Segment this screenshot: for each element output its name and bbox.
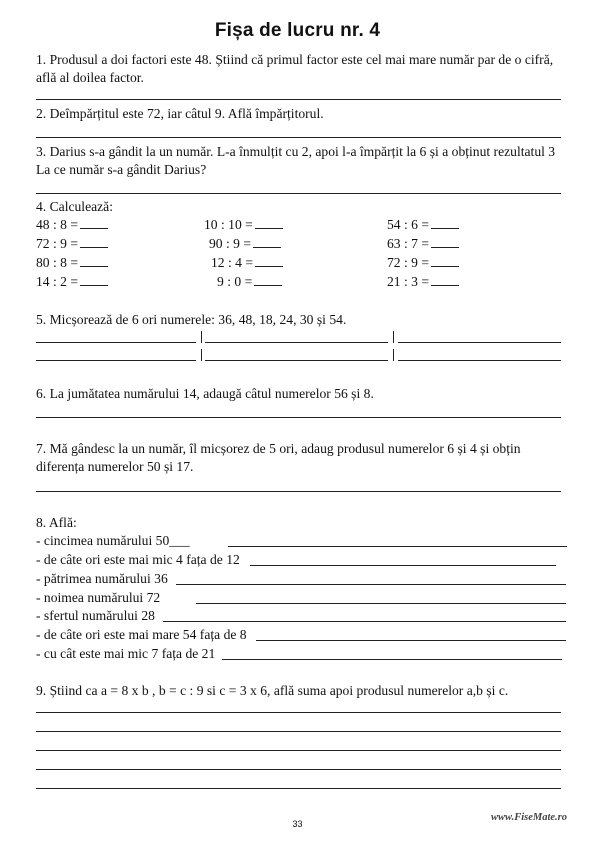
ex1-line2: află al doilea factor. (36, 70, 144, 85)
ex5-separator (393, 331, 394, 343)
ex8-item: - pătrimea numărului 36 (36, 571, 168, 586)
ex1-answer-line (36, 99, 561, 100)
ex8-item: - de câte ori este mai mic 4 fața de 12 (36, 552, 240, 567)
calc-item: 12 : 4 = (211, 254, 283, 272)
ex8-item: - de câte ori este mai mare 54 fața de 8 (36, 627, 247, 642)
ex7-line1: 7. Mă gândesc la un număr, îl micșorez de 5 ori, adaug produsul numerelor 6 și 4 și obțin (36, 441, 521, 456)
ex5-answer-line (205, 342, 388, 343)
page-number: 33 (292, 819, 303, 829)
ex8-item: - sfertul numărului 28 (36, 608, 155, 623)
ex5-answer-line (398, 342, 561, 343)
ex9-answer-line (36, 731, 561, 732)
ex7-line2: diferența numerelor 50 și 17. (36, 459, 194, 474)
ex5-separator (393, 349, 394, 361)
calc-item: 72 : 9 = (36, 235, 108, 253)
ex3-answer-line (36, 193, 561, 194)
ex9-answer-line (36, 769, 561, 770)
ex5-answer-line (36, 360, 196, 361)
ex8-answer-line (256, 640, 566, 641)
ex3-line1: 3. Darius s-a gândit la un număr. L-a înmulțit cu 2, apoi l-a împărțit la 6 și a obținut rezultatul 3 (36, 144, 556, 159)
calc-item: 10 : 10 = (204, 216, 283, 234)
ex5-text: 5. Micșorează de 6 ori numerele: 36, 48, 18, 24, 30 și 54. (36, 312, 347, 327)
ex8-answer-line (163, 621, 566, 622)
calc-item: 80 : 8 = (36, 254, 108, 272)
calc-item: 9 : 0 = (217, 273, 282, 291)
ex9-answer-line (36, 750, 561, 751)
ex5-separator (201, 349, 202, 361)
calc-item: 48 : 8 = (36, 216, 108, 234)
ex6-text: 6. La jumătatea numărului 14, adaugă câtul numerelor 56 și 8. (36, 386, 374, 401)
ex7-answer-line (36, 491, 561, 492)
ex8-answer-line (228, 546, 567, 547)
ex5-answer-line (205, 360, 388, 361)
ex8-item: - noimea numărului 72 (36, 590, 161, 605)
ex2-answer-line (36, 137, 561, 138)
site-watermark: www.FiseMate.ro (490, 812, 567, 823)
ex8-item: - cincimea numărului 50___ (36, 533, 190, 548)
ex6-answer-line (36, 417, 561, 418)
ex8-answer-line (196, 603, 566, 604)
ex5-answer-line (398, 360, 561, 361)
ex8-answer-line (176, 584, 566, 585)
calc-item: 21 : 3 = (387, 273, 459, 291)
ex8-answer-line (250, 565, 556, 566)
ex8-heading: 8. Află: (36, 515, 77, 530)
ex9-answer-line (36, 788, 561, 789)
ex4-heading: 4. Calculează: (36, 199, 113, 214)
ex9-text: 9. Știind ca a = 8 x b , b = c : 9 si c = 3 x 6, află suma apoi produsul numerelor a,b și c. (36, 683, 509, 698)
calc-item: 54 : 6 = (387, 216, 459, 234)
ex3-line2: La ce număr s-a gândit Darius? (36, 162, 207, 177)
worksheet-title: Fișa de lucru nr. 4 (214, 20, 381, 41)
ex1-line1: 1. Produsul a doi factori este 48. Știind că primul factor este cel mai mare număr par de o cifră, (36, 52, 554, 67)
calc-item: 90 : 9 = (209, 235, 281, 253)
ex9-answer-line (36, 712, 561, 713)
ex8-item: - cu cât este mai mic 7 fața de 21 (36, 646, 216, 661)
ex8-answer-line (222, 659, 562, 660)
ex2-text: 2. Deîmpărțitul este 72, iar câtul 9. Află împărțitorul. (36, 106, 324, 121)
calc-item: 72 : 9 = (387, 254, 459, 272)
ex5-separator (201, 331, 202, 343)
ex5-answer-line (36, 342, 196, 343)
calc-item: 63 : 7 = (387, 235, 459, 253)
calc-item: 14 : 2 = (36, 273, 108, 291)
